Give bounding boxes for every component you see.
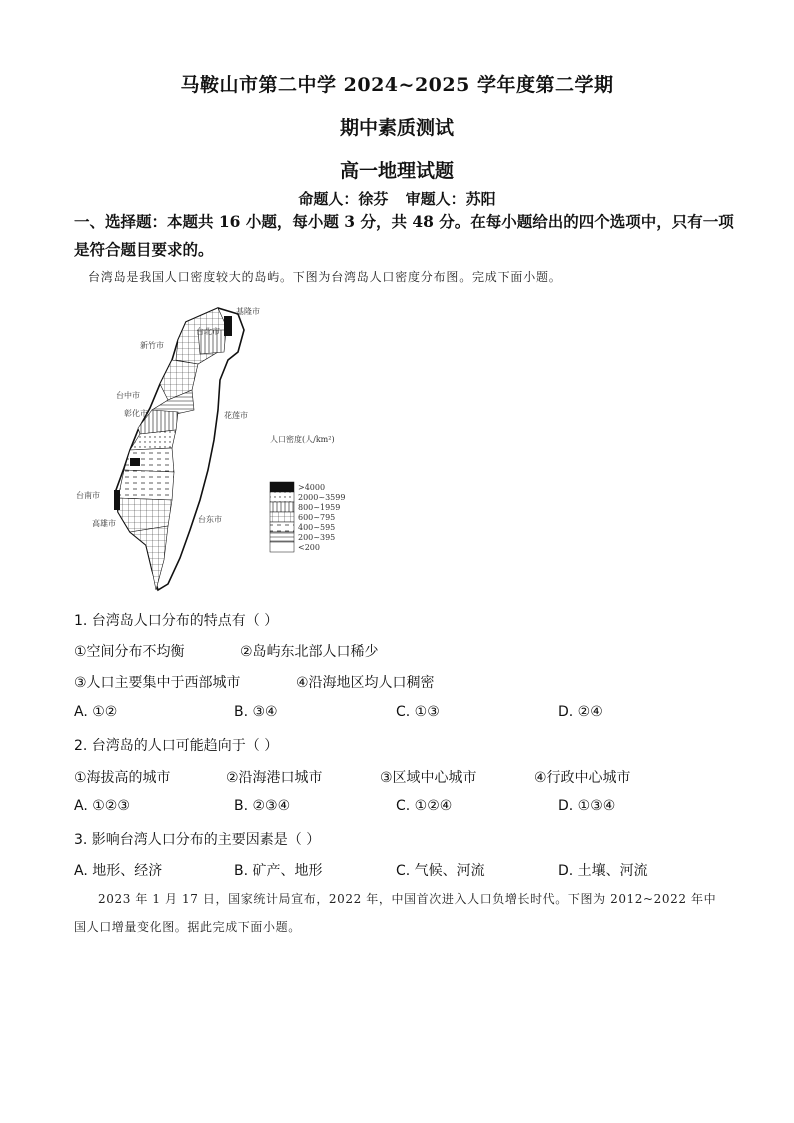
- legend-label: 200~395: [298, 533, 336, 542]
- q2-choice-b[interactable]: B. ②③④: [234, 798, 291, 814]
- title-line-2: 期中素质测试: [339, 117, 454, 139]
- map-city-label: 高雄市: [92, 519, 116, 528]
- map-city-label: 台北市: [196, 327, 220, 336]
- q1-statement-1: ①空间分布不均衡: [74, 644, 185, 660]
- q1-choice-a[interactable]: A. ①②: [74, 704, 118, 720]
- section-heading: 一、选择题：本题共 16 小题，每小题 3 分，共 48 分。在每小题给出的四个选项中，只有一项是符合题目要求的。: [74, 212, 734, 259]
- q1-statement-4: ④沿海地区均人口稠密: [296, 675, 435, 691]
- legend-label: 2000~3599: [298, 493, 346, 502]
- author-line: [0, 188, 794, 209]
- q3-choice-a[interactable]: A. 地形、经济: [74, 863, 163, 879]
- q2-statement-4: ④行政中心城市: [534, 770, 631, 786]
- q2-choice-d[interactable]: D. ①③④: [558, 798, 616, 814]
- map-city-label: 花莲市: [224, 411, 248, 420]
- legend-label: 400~595: [298, 523, 336, 532]
- legend-label: >4000: [298, 483, 326, 492]
- legend-title: 人口密度(人/km²): [270, 435, 335, 444]
- q1-choice-b[interactable]: B. ③④: [234, 704, 278, 720]
- map-city-label: 新竹市: [140, 341, 164, 350]
- q2-choice-a[interactable]: A. ①②③: [74, 798, 130, 814]
- map-city-label: 基隆市: [236, 307, 260, 316]
- reviewer: 审题人：苏阳: [405, 190, 496, 208]
- legend-label: 800~1959: [298, 503, 341, 512]
- legend-label: <200: [298, 543, 320, 552]
- map-city-label: 彰化市: [124, 409, 148, 418]
- title-line-3: 高一地理试题: [339, 160, 454, 182]
- taiwan-population-density-map: [68, 300, 368, 600]
- question-1-stem: 1. 台湾岛人口分布的特点有（ ）: [74, 613, 279, 629]
- q1-choice-d[interactable]: D. ②④: [558, 704, 603, 720]
- q2-statement-2: ②沿海港口城市: [226, 770, 323, 786]
- q2-statement-3: ③区域中心城市: [380, 770, 477, 786]
- q2-choice-c[interactable]: C. ①②④: [396, 798, 453, 814]
- q1-statement-2: ②岛屿东北部人口稀少: [240, 644, 379, 660]
- title-line-1: 马鞍山市第二中学 2024~2025 学年度第二学期: [180, 74, 614, 96]
- q1-statement-3: ③人口主要集中于西部城市: [74, 675, 241, 691]
- question-3-stem: 3. 影响台湾人口分布的主要因素是（ ）: [74, 832, 321, 848]
- q3-choice-d[interactable]: D. 土壤、河流: [558, 863, 648, 879]
- q3-choice-c[interactable]: C. 气候、河流: [396, 863, 485, 879]
- passage-paragraph: 2023 年 1 月 17 日，国家统计局宣布，2022 年，中国首次进入人口负增长时代。下图为 2012~2022 年中国人口增量变化图。据此完成下面小题。: [74, 892, 717, 934]
- map-city-label: 台中市: [116, 391, 140, 400]
- q2-statement-1: ①海拔高的城市: [74, 770, 171, 786]
- map-city-label: 台南市: [76, 491, 100, 500]
- q1-choice-c[interactable]: C. ①③: [396, 704, 440, 720]
- question-2-stem: 2. 台湾岛的人口可能趋向于（ ）: [74, 738, 279, 754]
- legend-label: 600~795: [298, 513, 336, 522]
- author: 命题人：徐芬: [298, 190, 389, 208]
- section-intro: 台湾岛是我国人口密度较大的岛屿。下图为台湾岛人口密度分布图。完成下面小题。: [88, 270, 562, 284]
- map-city-label: 台东市: [198, 515, 222, 524]
- q3-choice-b[interactable]: B. 矿产、地形: [234, 863, 323, 879]
